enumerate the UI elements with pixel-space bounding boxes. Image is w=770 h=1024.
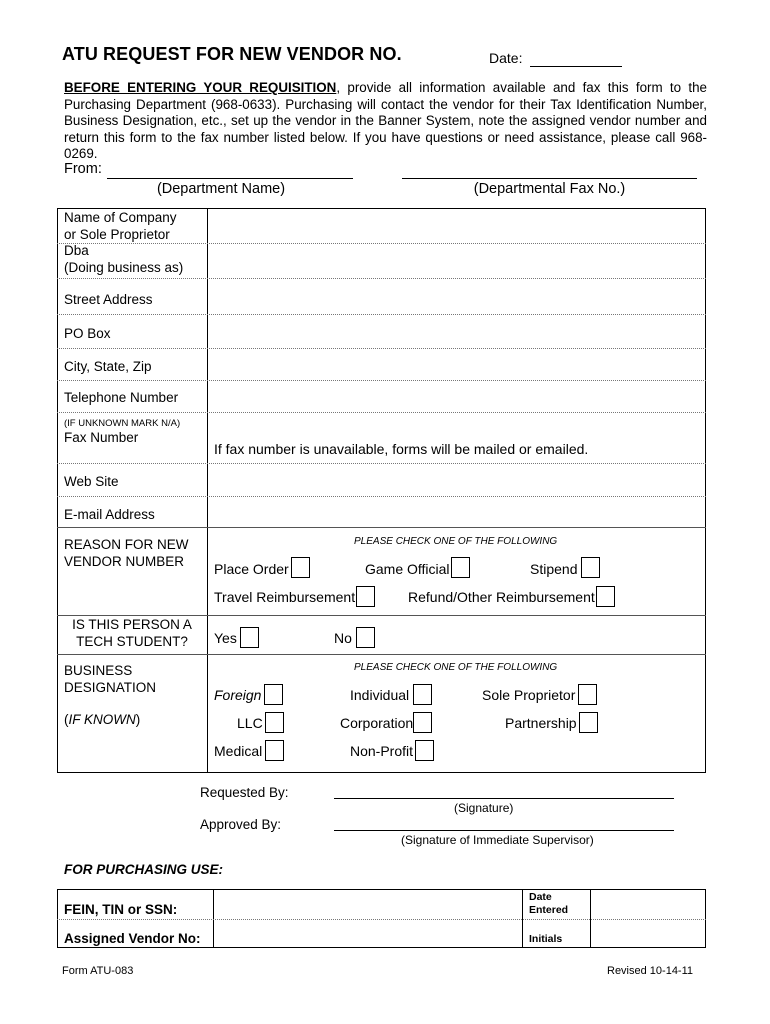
city-state-zip-input[interactable]: [208, 349, 705, 380]
option-label: Partnership: [505, 715, 577, 731]
medical-checkbox[interactable]: [265, 740, 284, 761]
option-label: Individual: [350, 687, 410, 703]
company-name-label: [64, 210, 177, 243]
initials-input[interactable]: [591, 920, 705, 947]
initials-label: Initials: [529, 933, 563, 945]
reason-label: [64, 537, 189, 570]
approved-by-signature-field[interactable]: [334, 830, 674, 831]
street-address-label: Street Address: [64, 292, 153, 307]
purchasing-section-title: FOR PURCHASING USE:: [64, 862, 224, 877]
llc-checkbox[interactable]: [265, 712, 284, 733]
website-label: Web Site: [64, 474, 119, 489]
fax-number-label: Fax Number: [64, 430, 139, 445]
business-instruction: PLEASE CHECK ONE OF THE FOLLOWING: [354, 662, 558, 673]
telephone-input[interactable]: [208, 381, 705, 412]
from-label: From:: [64, 161, 102, 177]
stipend-checkbox[interactable]: [581, 557, 600, 578]
if-known-text: IF KNOWN: [68, 712, 136, 727]
email-label: E-mail Address: [64, 507, 155, 522]
sole-proprietor-checkbox[interactable]: [578, 684, 597, 705]
refund-other-checkbox[interactable]: [596, 586, 615, 607]
business-label-line2: DESIGNATION: [64, 679, 157, 695]
requested-by-signature-field[interactable]: [334, 798, 674, 799]
if-known-note: [64, 712, 140, 729]
foreign-checkbox[interactable]: [264, 684, 283, 705]
option-label: LLC: [237, 715, 263, 731]
intro-lead: BEFORE ENTERING YOUR REQUISITION: [64, 80, 337, 95]
place-order-checkbox[interactable]: [291, 557, 310, 578]
date-entered-line2: Entered: [529, 904, 569, 916]
form-title: ATU REQUEST FOR NEW VENDOR NO.: [62, 44, 402, 64]
business-label-line1: BUSINESS: [64, 663, 133, 678]
date-entered-label: [529, 891, 568, 917]
signature-caption: (Signature): [454, 801, 514, 815]
street-address-input[interactable]: [208, 279, 705, 314]
po-box-input[interactable]: [208, 315, 705, 348]
supervisor-caption: (Signature of Immediate Supervisor): [401, 833, 594, 847]
section-divider: [57, 654, 706, 655]
paren-open: (: [64, 712, 69, 727]
paren-close: ): [135, 712, 141, 727]
corporation-checkbox[interactable]: [413, 712, 432, 733]
date-entered-line1: Date: [529, 891, 552, 903]
option-label: Yes: [214, 630, 237, 646]
travel-reimbursement-checkbox[interactable]: [356, 586, 375, 607]
department-name-caption: (Department Name): [156, 181, 286, 197]
department-fax-caption: (Departmental Fax No.): [473, 181, 626, 197]
city-state-zip-label: City, State, Zip: [64, 359, 152, 374]
option-label: Refund/Other Reimbursement: [408, 589, 595, 605]
dba-label: [64, 243, 183, 276]
tech-student-line2: TECH STUDENT?: [76, 633, 188, 649]
fax-number-input[interactable]: [208, 413, 705, 439]
date-field[interactable]: [530, 66, 622, 67]
option-label: Travel Reimbursement: [214, 589, 356, 605]
fax-unavailable-note: If fax number is unavailable, forms will be mailed or emailed.: [214, 441, 589, 457]
revision-date: Revised 10-14-11: [607, 965, 694, 977]
section-divider: [57, 527, 706, 528]
fein-input[interactable]: [214, 890, 521, 919]
option-label: No: [334, 630, 352, 646]
website-input[interactable]: [208, 464, 705, 496]
department-fax-field[interactable]: [402, 178, 697, 179]
tech-student-label: [57, 617, 207, 650]
intro-paragraph: [64, 80, 707, 163]
company-name-input[interactable]: [208, 209, 705, 243]
tech-student-line1: IS THIS PERSON A: [72, 617, 192, 632]
reason-label-line2: VENDOR NUMBER: [64, 553, 185, 569]
individual-checkbox[interactable]: [413, 684, 432, 705]
business-designation-label: [64, 663, 156, 696]
partnership-checkbox[interactable]: [579, 712, 598, 733]
tech-student-no-checkbox[interactable]: [356, 627, 375, 648]
option-label: Stipend: [530, 561, 578, 577]
company-label-line2: or Sole Proprietor: [64, 226, 170, 242]
po-box-label: PO Box: [64, 326, 111, 341]
assigned-vendor-input[interactable]: [214, 920, 521, 947]
option-label: Game Official: [365, 561, 450, 577]
department-name-field[interactable]: [107, 178, 353, 179]
option-label: Sole Proprietor: [482, 687, 576, 703]
dba-label-line1: Dba: [64, 243, 89, 258]
fein-label: FEIN, TIN or SSN:: [64, 902, 178, 917]
non-profit-checkbox[interactable]: [415, 740, 434, 761]
option-label: Place Order: [214, 561, 289, 577]
dba-label-line2: (Doing business as): [64, 259, 184, 275]
approved-by-label: Approved By:: [200, 817, 282, 832]
assigned-vendor-label: Assigned Vendor No:: [64, 931, 201, 946]
telephone-label: Telephone Number: [64, 390, 179, 405]
date-entered-input[interactable]: [591, 890, 705, 919]
requested-by-label: Requested By:: [200, 785, 289, 800]
option-label: Corporation: [340, 715, 414, 731]
tech-student-yes-checkbox[interactable]: [240, 627, 259, 648]
email-input[interactable]: [208, 497, 705, 527]
option-label: Medical: [214, 743, 263, 759]
form-id: Form ATU-083: [62, 965, 134, 977]
option-label: Foreign: [214, 687, 262, 703]
dba-input[interactable]: [208, 244, 705, 278]
game-official-checkbox[interactable]: [451, 557, 470, 578]
reason-label-line1: REASON FOR NEW: [64, 537, 189, 552]
option-label: Non-Profit: [350, 743, 414, 759]
unknown-note: (IF UNKNOWN MARK N/A): [64, 418, 181, 429]
section-divider: [57, 615, 706, 616]
date-label: Date:: [489, 50, 523, 66]
intro-body: , provide all information available and fax this form to the Purchasing Department (968-0633). Purchasing will contact the vendor for their Tax Identification Number, Business Designation, etc., set up the vendor in the Banner System, note the assigned vendor number and return this form to the fax number listed below. If you have questions or need assistance, please call 968-0269.: [64, 80, 707, 161]
reason-instruction: PLEASE CHECK ONE OF THE FOLLOWING: [354, 536, 558, 547]
company-label-line1: Name of Company: [64, 210, 177, 225]
